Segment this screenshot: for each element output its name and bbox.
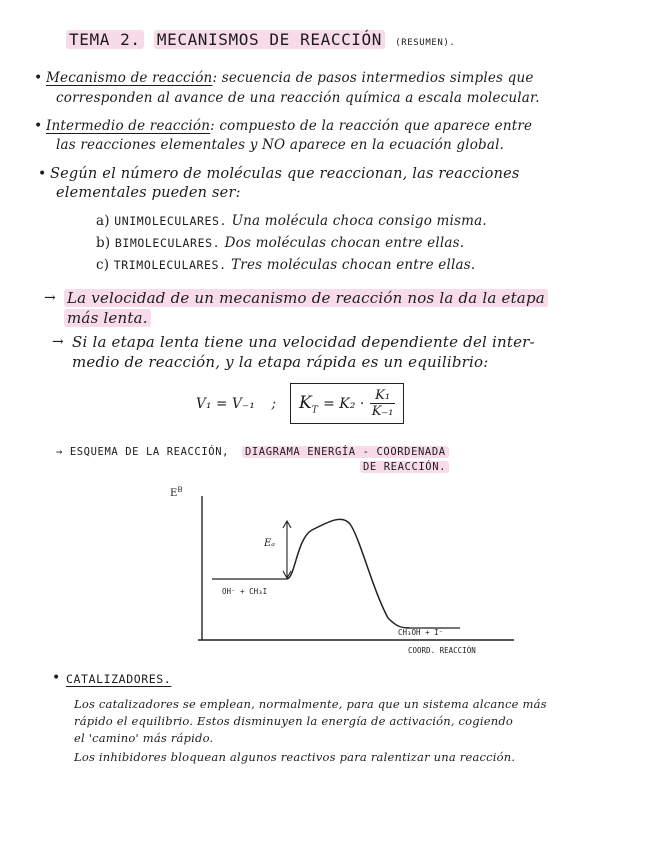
catalysts-line-1: Los catalizadores se emplean, normalmente, para que un sistema alcance más [74, 697, 547, 711]
k-equals: = K₂ · [323, 396, 365, 412]
page-title [66, 30, 455, 49]
arrow-note-1-text2: más lenta. [64, 309, 151, 327]
classification-item-a [96, 213, 487, 229]
equation-left: V₁ = V₋₁ [196, 396, 255, 412]
title-main: MECANISMOS DE REACCIÓN [154, 30, 385, 49]
definition-intermedio-line2: las reacciones elementales y NO aparece en la ecuación global. [56, 137, 505, 153]
definition-mecanismo-line2: corresponden al avance de una reacción química a escala molecular. [56, 90, 540, 106]
arrow-note-1-text: La velocidad de un mecanismo de reacción nos la da la etapa [64, 289, 548, 307]
arrow-note-1-line1 [64, 289, 548, 307]
equation-separator: ; [271, 396, 277, 412]
energy-curve [287, 519, 410, 628]
fraction-denominator: K₋₁ [371, 404, 394, 419]
energy-diagram [160, 478, 580, 658]
definition-mecanismo-text: : secuencia de pasos intermedios simples que [212, 70, 534, 86]
item-desc: Una molécula choca consigo misma. [231, 213, 487, 229]
diagram-title-2: DE REACCIÓN. [360, 461, 449, 473]
catalysts-heading [66, 672, 171, 686]
definition-mecanismo-line1 [46, 70, 534, 86]
term-intermedio: Intermedio de reacción [46, 118, 211, 134]
arrow-note-1-line2 [64, 309, 151, 327]
ea-label: Eₐ [264, 538, 276, 549]
catalysts-line-3: el 'camino' más rápido. [74, 731, 214, 745]
term-mecanismo: Mecanismo de reacción [46, 70, 213, 86]
arrow-icon: → [44, 290, 56, 306]
diagram-title-line2 [360, 461, 449, 473]
k-total: K [299, 393, 312, 413]
title-tema: TEMA 2. [66, 30, 144, 49]
item-letter: c) [96, 257, 110, 273]
catalysts-line-2: rápido el equilibrio. Estos disminuyen la energía de activación, cogiendo [74, 714, 514, 728]
k-total-sub: T [311, 405, 318, 416]
scheme-prefix: → ESQUEMA DE LA REACCIÓN, [56, 446, 230, 458]
bullet-dot: • [34, 70, 43, 86]
bullet-dot: • [52, 670, 61, 686]
item-name: TRIMOLECULARES. [113, 258, 227, 272]
classification-item-c [96, 257, 475, 273]
scheme-heading [56, 446, 449, 458]
arrow-note-2-line1: Si la etapa lenta tiene una velocidad dependiente del inter- [72, 333, 535, 351]
classification-line1: Según el número de moléculas que reaccionan, las reacciones [50, 166, 520, 182]
k-fraction [370, 388, 396, 419]
fraction-numerator: K₁ [370, 388, 396, 404]
item-desc: Tres moléculas chocan entre ellas. [231, 257, 476, 273]
reactants-label: OH⁻ + CH₃I [222, 587, 268, 596]
item-desc: Dos moléculas chocan entre ellas. [224, 235, 465, 251]
products-label: CH₃OH + I⁻ [398, 628, 444, 637]
definition-intermedio-line1 [46, 118, 532, 134]
classification-item-b [96, 235, 464, 251]
bullet-dot: • [34, 118, 43, 134]
item-letter: b) [96, 235, 111, 251]
arrow-note-2-line2: medio de reacción, y la etapa rápida es un equilibrio: [72, 353, 489, 371]
classification-line2: elementales pueden ser: [56, 185, 241, 201]
item-letter: a) [96, 213, 110, 229]
item-name: BIMOLECULARES. [114, 236, 221, 250]
bullet-dot: • [38, 166, 47, 182]
inhibitors-line: Los inhibidores bloquean algunos reactivos para ralentizar una reacción. [74, 750, 516, 764]
rate-constant-box [290, 383, 404, 424]
y-axis-label: $E^B$ [170, 486, 183, 499]
diagram-title-1: DIAGRAMA ENERGÍA - COORDENADA [242, 446, 449, 458]
title-note: (RESUMEN). [395, 38, 456, 48]
arrow-icon: → [52, 334, 64, 350]
catalysts-heading-text: CATALIZADORES. [66, 672, 172, 686]
x-axis-label: COORD. REACCIÓN [408, 646, 476, 655]
definition-intermedio-text: : compuesto de la reacción que aparece entre [210, 118, 533, 134]
equilibrium-equation [196, 396, 276, 412]
item-name: UNIMOLECULARES. [114, 214, 228, 228]
